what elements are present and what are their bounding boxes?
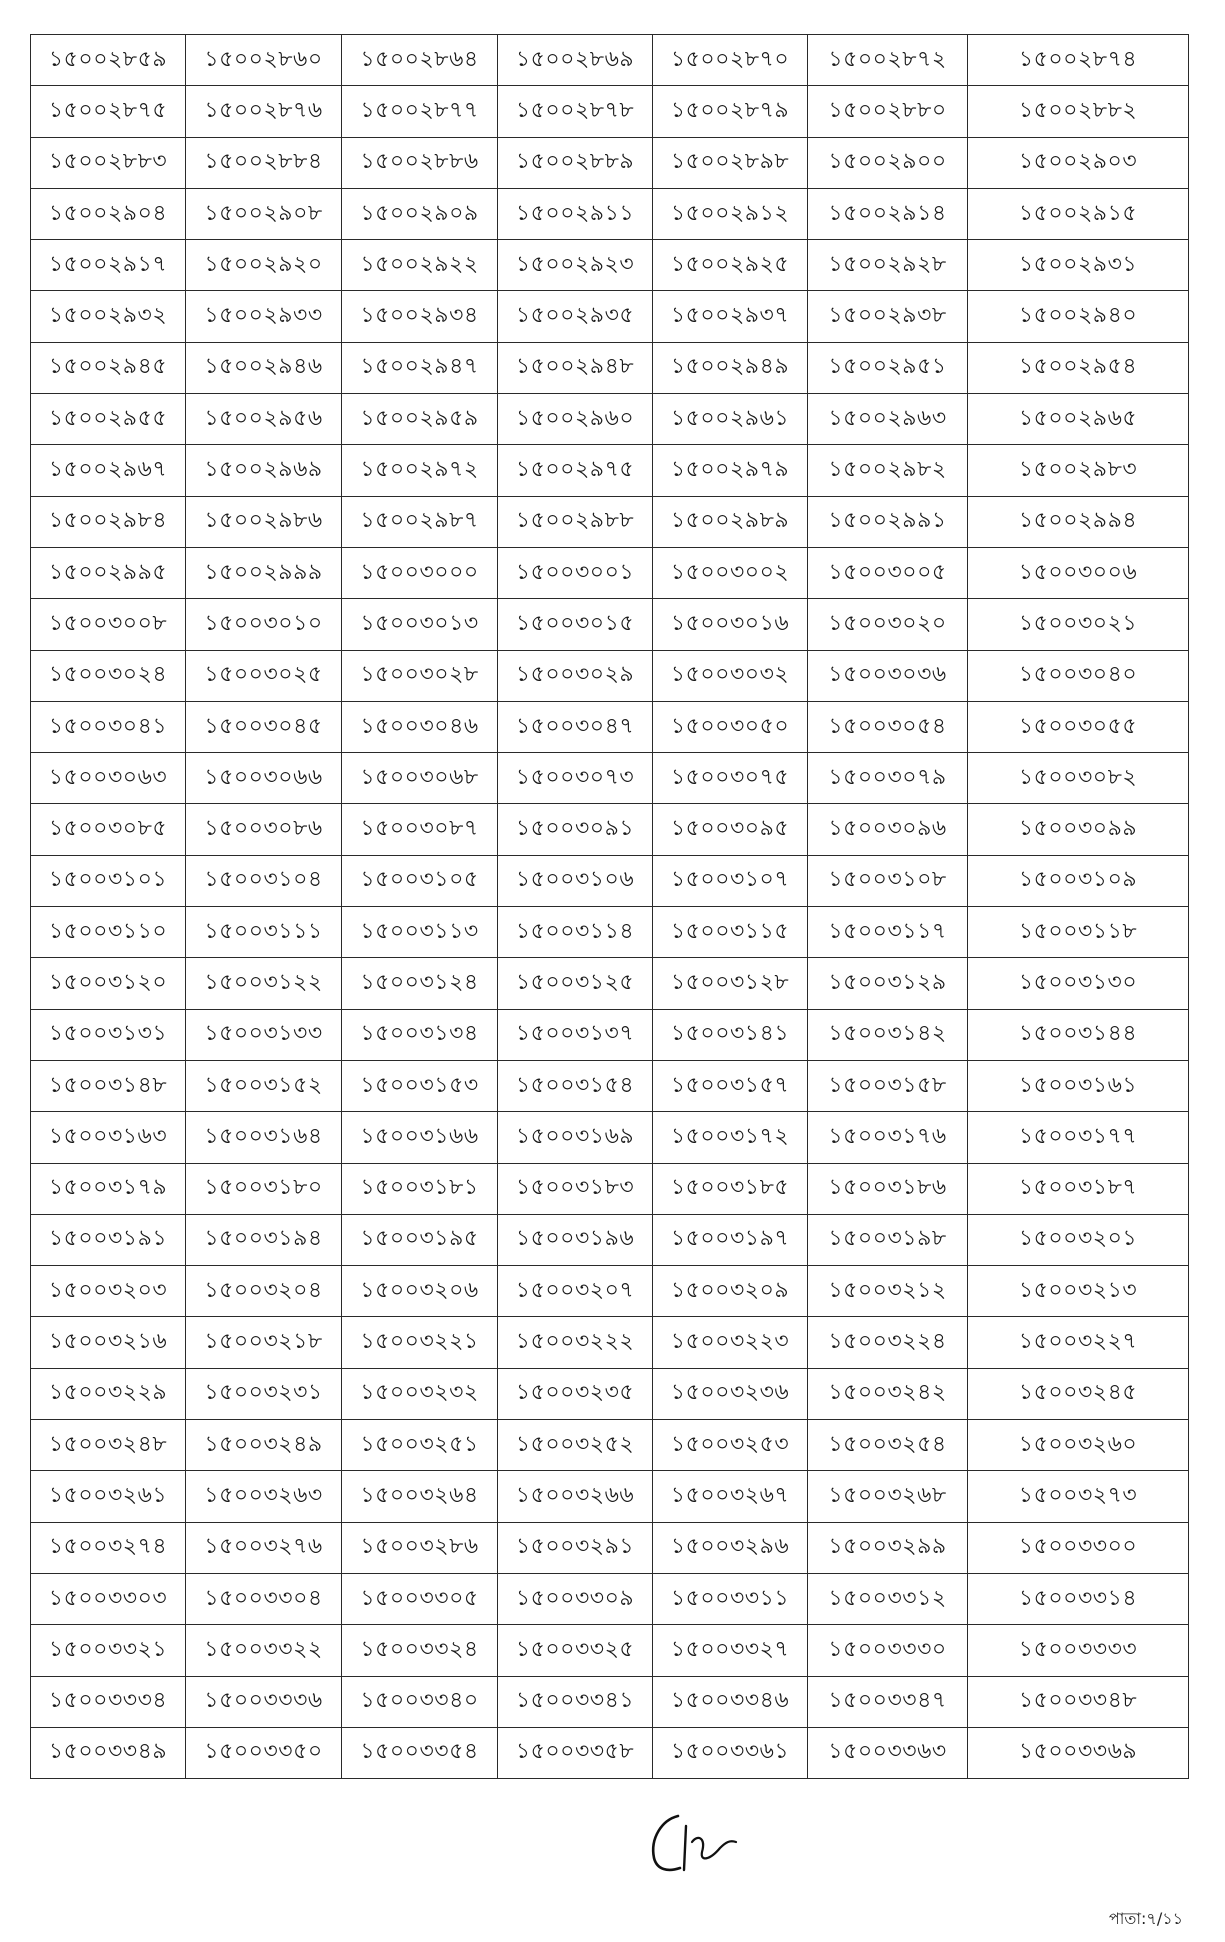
roll-number-cell: ১৫০০২৯৩৭ (653, 291, 808, 342)
roll-number-cell: ১৫০০৩৩৫৪ (342, 1727, 498, 1778)
roll-number-cell: ১৫০০৩১৪৪ (968, 1009, 1189, 1060)
table-row (31, 1625, 1189, 1676)
roll-number-cell: ১৫০০৩২০৭ (498, 1266, 653, 1317)
table-row (31, 1522, 1189, 1573)
roll-number-cell: ১৫০০৩২২১ (342, 1317, 498, 1368)
roll-number-cell: ১৫০০৩০৪৬ (342, 701, 498, 752)
roll-number-cell: ১৫০০৩০৭৫ (653, 753, 808, 804)
roll-number-cell: ১৫০০২৯০৯ (342, 188, 498, 239)
table-row (31, 958, 1189, 1009)
roll-number-cell: ১৫০০২৯০৪ (31, 188, 186, 239)
roll-number-cell: ১৫০০২৯৭৯ (653, 445, 808, 496)
roll-number-cell: ১৫০০২৯৪৬ (186, 342, 342, 393)
roll-number-cell: ১৫০০৩২২৭ (968, 1317, 1189, 1368)
roll-number-cell: ১৫০০৩১৮৫ (653, 1163, 808, 1214)
roll-number-table (30, 34, 1189, 1779)
roll-number-cell: ১৫০০৩০৬৩ (31, 753, 186, 804)
roll-number-cell: ১৫০০৩০০৮ (31, 599, 186, 650)
roll-number-cell: ১৫০০২৯২৫ (653, 240, 808, 291)
roll-number-cell: ১৫০০৩৩৩৬ (186, 1676, 342, 1727)
roll-number-cell: ১৫০০২৯২৩ (498, 240, 653, 291)
roll-number-cell: ১৫০০৩০৪৫ (186, 701, 342, 752)
table-row (31, 1317, 1189, 1368)
roll-number-cell: ১৫০০৩২৪৯ (186, 1420, 342, 1471)
roll-number-cell: ১৫০০৩০৯১ (498, 804, 653, 855)
roll-number-cell: ১৫০০৩১৮০ (186, 1163, 342, 1214)
roll-number-cell: ১৫০০৩১৩১ (31, 1009, 186, 1060)
roll-number-cell: ১৫০০৩৩৫০ (186, 1727, 342, 1778)
roll-number-cell: ১৫০০৩৩০৫ (342, 1573, 498, 1624)
roll-number-cell: ১৫০০২৮৫৯ (31, 35, 186, 86)
table-row (31, 240, 1189, 291)
table-row (31, 342, 1189, 393)
roll-number-cell: ১৫০০৩২৬৭ (653, 1471, 808, 1522)
roll-number-cell: ১৫০০২৯৬৯ (186, 445, 342, 496)
roll-number-cell: ১৫০০৩০৭৩ (498, 753, 653, 804)
roll-number-cell: ১৫০০২৯৫৪ (968, 342, 1189, 393)
roll-number-cell: ১৫০০৩১০৯ (968, 855, 1189, 906)
roll-number-cell: ১৫০০৩২০৬ (342, 1266, 498, 1317)
roll-number-cell: ১৫০০২৯৭৫ (498, 445, 653, 496)
roll-number-cell: ১৫০০৩০৮৭ (342, 804, 498, 855)
roll-number-cell: ১৫০০৩১৮৩ (498, 1163, 653, 1214)
roll-number-cell: ১৫০০৩২১৮ (186, 1317, 342, 1368)
roll-number-cell: ১৫০০২৮৮৯ (498, 137, 653, 188)
roll-number-cell: ১৫০০২৯৪০ (968, 291, 1189, 342)
roll-number-cell: ১৫০০৩২০১ (968, 1214, 1189, 1265)
table-row (31, 1420, 1189, 1471)
table-row (31, 1060, 1189, 1111)
roll-number-cell: ১৫০০২৮৭২ (808, 35, 968, 86)
roll-number-cell: ১৫০০৩১৪২ (808, 1009, 968, 1060)
roll-number-cell: ১৫০০৩০১০ (186, 599, 342, 650)
roll-number-cell: ১৫০০৩২৩১ (186, 1368, 342, 1419)
roll-number-cell: ১৫০০৩৩২৪ (342, 1625, 498, 1676)
roll-number-cell: ১৫০০৩২০৩ (31, 1266, 186, 1317)
roll-number-cell: ১৫০০৩১৯১ (31, 1214, 186, 1265)
roll-number-cell: ১৫০০৩২৪৫ (968, 1368, 1189, 1419)
roll-number-cell: ১৫০০২৯৫৫ (31, 394, 186, 445)
roll-number-cell: ১৫০০৩৩৪৭ (808, 1676, 968, 1727)
roll-number-cell: ১৫০০৩০৪১ (31, 701, 186, 752)
roll-number-cell: ১৫০০৩২৬৮ (808, 1471, 968, 1522)
roll-number-cell: ১৫০০২৯৫৬ (186, 394, 342, 445)
roll-number-cell: ১৫০০৩৩৪১ (498, 1676, 653, 1727)
roll-number-cell: ১৫০০৩২১২ (808, 1266, 968, 1317)
roll-number-cell: ১৫০০২৮৮২ (968, 86, 1189, 137)
roll-number-cell: ১৫০০৩১৫২ (186, 1060, 342, 1111)
roll-number-cell: ১৫০০৩২৮৬ (342, 1522, 498, 1573)
roll-number-cell: ১৫০০২৯৪৯ (653, 342, 808, 393)
roll-number-cell: ১৫০০৩২৬০ (968, 1420, 1189, 1471)
table-row (31, 1009, 1189, 1060)
roll-number-cell: ১৫০০৩৩৩৩ (968, 1625, 1189, 1676)
roll-number-cell: ১৫০০৩০৪০ (968, 650, 1189, 701)
roll-number-cell: ১৫০০২৯২২ (342, 240, 498, 291)
roll-number-cell: ১৫০০৩১৮৭ (968, 1163, 1189, 1214)
roll-number-cell: ১৫০০৩১০১ (31, 855, 186, 906)
roll-number-cell: ১৫০০৩২৪৮ (31, 1420, 186, 1471)
roll-number-cell: ১৫০০৩১১১ (186, 907, 342, 958)
roll-number-cell: ১৫০০৩৩৪৬ (653, 1676, 808, 1727)
roll-number-cell: ১৫০০২৯৬০ (498, 394, 653, 445)
table-row (31, 1214, 1189, 1265)
roll-number-cell: ১৫০০৩৩৬৩ (808, 1727, 968, 1778)
table-row (31, 35, 1189, 86)
roll-number-cell: ১৫০০২৮৭৫ (31, 86, 186, 137)
roll-number-cell: ১৫০০২৮৮৪ (186, 137, 342, 188)
roll-number-cell: ১৫০০২৯৮২ (808, 445, 968, 496)
table-row (31, 86, 1189, 137)
roll-number-cell: ১৫০০২৯৯১ (808, 496, 968, 547)
roll-number-cell: ১৫০০৩৩৩০ (808, 1625, 968, 1676)
roll-number-cell: ১৫০০৩২২২ (498, 1317, 653, 1368)
roll-number-cell: ১৫০০২৯১২ (653, 188, 808, 239)
roll-number-cell: ১৫০০৩৩৪৯ (31, 1727, 186, 1778)
roll-number-cell: ১৫০০৩১৪৮ (31, 1060, 186, 1111)
roll-number-cell: ১৫০০৩১৬৯ (498, 1112, 653, 1163)
roll-number-cell: ১৫০০৩২২৪ (808, 1317, 968, 1368)
roll-number-cell: ১৫০০২৯৯৪ (968, 496, 1189, 547)
roll-number-cell: ১৫০০২৯৯৯ (186, 547, 342, 598)
roll-number-cell: ১৫০০৩১১৭ (808, 907, 968, 958)
roll-number-cell: ১৫০০৩০৫৪ (808, 701, 968, 752)
roll-number-cell: ১৫০০৩০৯৫ (653, 804, 808, 855)
table-row (31, 394, 1189, 445)
roll-number-cell: ১৫০০৩০১৫ (498, 599, 653, 650)
roll-number-cell: ১৫০০৩৩০৩ (31, 1573, 186, 1624)
roll-number-cell: ১৫০০৩০৫০ (653, 701, 808, 752)
roll-number-cell: ১৫০০৩২৫৪ (808, 1420, 968, 1471)
roll-number-cell: ১৫০০২৯৭২ (342, 445, 498, 496)
roll-number-cell: ১৫০০২৯৮৮ (498, 496, 653, 547)
roll-number-cell: ১৫০০৩২২৯ (31, 1368, 186, 1419)
roll-number-cell: ১৫০০৩২৫৩ (653, 1420, 808, 1471)
roll-number-cell: ১৫০০৩২৬৩ (186, 1471, 342, 1522)
roll-number-cell: ১৫০০৩১০৭ (653, 855, 808, 906)
roll-number-cell: ১৫০০৩২৭৩ (968, 1471, 1189, 1522)
roll-number-cell: ১৫০০২৮৭৮ (498, 86, 653, 137)
roll-number-cell: ১৫০০৩৩৫৮ (498, 1727, 653, 1778)
roll-number-cell: ১৫০০৩২১৬ (31, 1317, 186, 1368)
table-row (31, 496, 1189, 547)
roll-number-cell: ১৫০০২৯১১ (498, 188, 653, 239)
roll-number-cell: ১৫০০৩০০১ (498, 547, 653, 598)
roll-number-cell: ১৫০০৩১৬৪ (186, 1112, 342, 1163)
roll-number-cell: ১৫০০৩১২২ (186, 958, 342, 1009)
roll-number-cell: ১৫০০২৮৭৯ (653, 86, 808, 137)
table-row (31, 1112, 1189, 1163)
roll-number-cell: ১৫০০২৮৭৬ (186, 86, 342, 137)
roll-number-cell: ১৫০০৩১৭৯ (31, 1163, 186, 1214)
roll-number-cell: ১৫০০৩১৯৬ (498, 1214, 653, 1265)
roll-number-cell: ১৫০০৩১৮১ (342, 1163, 498, 1214)
roll-number-cell: ১৫০০২৯২০ (186, 240, 342, 291)
roll-number-cell: ১৫০০৩১১৩ (342, 907, 498, 958)
roll-number-cell: ১৫০০৩১৭৬ (808, 1112, 968, 1163)
roll-number-cell: ১৫০০৩০১৩ (342, 599, 498, 650)
table-row (31, 137, 1189, 188)
roll-number-cell: ১৫০০৩১৬১ (968, 1060, 1189, 1111)
roll-number-cell: ১৫০০৩২৭৪ (31, 1522, 186, 1573)
roll-number-cell: ১৫০০৩০২৯ (498, 650, 653, 701)
roll-number-cell: ১৫০০৩০০৫ (808, 547, 968, 598)
roll-number-cell: ১৫০০৩৩৬১ (653, 1727, 808, 1778)
roll-number-cell: ১৫০০২৯৪৫ (31, 342, 186, 393)
roll-number-cell: ১৫০০৩১৫৩ (342, 1060, 498, 1111)
roll-number-cell: ১৫০০২৯৪৭ (342, 342, 498, 393)
roll-number-cell: ১৫০০৩০০৬ (968, 547, 1189, 598)
roll-number-cell: ১৫০০২৯১৪ (808, 188, 968, 239)
roll-number-cell: ১৫০০৩১২৪ (342, 958, 498, 1009)
roll-number-cell: ১৫০০৩০৯৬ (808, 804, 968, 855)
roll-number-cell: ১৫০০৩১১৮ (968, 907, 1189, 958)
roll-number-cell: ১৫০০২৯৩৮ (808, 291, 968, 342)
roll-number-cell: ১৫০০৩০২১ (968, 599, 1189, 650)
roll-number-cell: ১৫০০৩২৬১ (31, 1471, 186, 1522)
roll-number-cell: ১৫০০৩২৬৪ (342, 1471, 498, 1522)
roll-number-cell: ১৫০০২৯০০ (808, 137, 968, 188)
table-row (31, 291, 1189, 342)
roll-number-cell: ১৫০০৩০৪৭ (498, 701, 653, 752)
table-row (31, 907, 1189, 958)
table-row (31, 804, 1189, 855)
roll-number-cell: ১৫০০৩২৩২ (342, 1368, 498, 1419)
roll-number-cell: ১৫০০৩৩৪৮ (968, 1676, 1189, 1727)
table-row (31, 701, 1189, 752)
roll-number-cell: ১৫০০৩২০৯ (653, 1266, 808, 1317)
table-row (31, 547, 1189, 598)
roll-number-cell: ১৫০০৩১৫৭ (653, 1060, 808, 1111)
roll-number-cell: ১৫০০৩২৭৬ (186, 1522, 342, 1573)
roll-number-cell: ১৫০০৩০৯৯ (968, 804, 1189, 855)
roll-number-cell: ১৫০০৩০০২ (653, 547, 808, 598)
roll-number-cell: ১৫০০২৯৮৪ (31, 496, 186, 547)
roll-number-cell: ১৫০০৩১৭২ (653, 1112, 808, 1163)
table-row (31, 599, 1189, 650)
table-row (31, 1368, 1189, 1419)
roll-number-cell: ১৫০০৩১৩৩ (186, 1009, 342, 1060)
handwritten-signature (640, 1808, 760, 1880)
table-row (31, 1573, 1189, 1624)
roll-number-cell: ১৫০০২৯৩২ (31, 291, 186, 342)
roll-number-cell: ১৫০০৩২৫২ (498, 1420, 653, 1471)
roll-number-cell: ১৫০০২৯২৮ (808, 240, 968, 291)
roll-number-cell: ১৫০০৩১২০ (31, 958, 186, 1009)
table-row (31, 445, 1189, 496)
roll-number-cell: ১৫০০৩১৮৬ (808, 1163, 968, 1214)
roll-number-cell: ১৫০০২৯৩১ (968, 240, 1189, 291)
roll-number-cell: ১৫০০৩০২৮ (342, 650, 498, 701)
roll-number-cell: ১৫০০৩১৫৮ (808, 1060, 968, 1111)
roll-number-cell: ১৫০০৩১০৫ (342, 855, 498, 906)
roll-number-cell: ১৫০০৩৩৬৯ (968, 1727, 1189, 1778)
roll-number-cell: ১৫০০৩২৬৬ (498, 1471, 653, 1522)
roll-number-cell: ১৫০০৩৩২১ (31, 1625, 186, 1676)
roll-number-cell: ১৫০০৩১০৪ (186, 855, 342, 906)
roll-number-cell: ১৫০০৩১৯৭ (653, 1214, 808, 1265)
roll-number-cell: ১৫০০৩০১৬ (653, 599, 808, 650)
roll-number-cell: ১৫০০৩৩৪০ (342, 1676, 498, 1727)
roll-number-cell: ১৫০০৩১৯৮ (808, 1214, 968, 1265)
roll-number-cell: ১৫০০২৯৫৯ (342, 394, 498, 445)
roll-number-cell: ১৫০০২৯৫১ (808, 342, 968, 393)
roll-number-cell: ১৫০০৩৩২৭ (653, 1625, 808, 1676)
roll-number-cell: ১৫০০২৯৩৪ (342, 291, 498, 342)
roll-number-cell: ১৫০০৩১০৬ (498, 855, 653, 906)
roll-number-cell: ১৫০০২৯৩৫ (498, 291, 653, 342)
roll-number-cell: ১৫০০৩১৩০ (968, 958, 1189, 1009)
roll-number-cell: ১৫০০৩০৬৮ (342, 753, 498, 804)
roll-number-cell: ১৫০০৩৩২২ (186, 1625, 342, 1676)
roll-number-cell: ১৫০০৩১১৪ (498, 907, 653, 958)
roll-number-cell: ১৫০০৩১০৮ (808, 855, 968, 906)
roll-number-cell: ১৫০০২৯০৮ (186, 188, 342, 239)
roll-number-cell: ১৫০০৩০৩২ (653, 650, 808, 701)
roll-number-cell: ১৫০০২৮৮৬ (342, 137, 498, 188)
roll-number-cell: ১৫০০৩০২৫ (186, 650, 342, 701)
roll-number-cell: ১৫০০২৮৬০ (186, 35, 342, 86)
roll-number-cell: ১৫০০৩৩০৪ (186, 1573, 342, 1624)
roll-number-cell: ১৫০০৩৩২৫ (498, 1625, 653, 1676)
roll-number-cell: ১৫০০২৮৯৮ (653, 137, 808, 188)
roll-number-table-body (31, 35, 1189, 1779)
roll-number-cell: ১৫০০৩২০৪ (186, 1266, 342, 1317)
roll-number-cell: ১৫০০২৯৬৫ (968, 394, 1189, 445)
roll-number-cell: ১৫০০২৮৬৪ (342, 35, 498, 86)
roll-number-cell: ১৫০০৩১৩৪ (342, 1009, 498, 1060)
roll-number-cell: ১৫০০৩০৮৫ (31, 804, 186, 855)
roll-number-cell: ১৫০০৩৩৩৪ (31, 1676, 186, 1727)
table-row (31, 188, 1189, 239)
roll-number-cell: ১৫০০২৯৮৬ (186, 496, 342, 547)
roll-number-cell: ১৫০০২৯৮৯ (653, 496, 808, 547)
roll-number-cell: ১৫০০৩১৫৪ (498, 1060, 653, 1111)
roll-number-cell: ১৫০০৩১১৫ (653, 907, 808, 958)
roll-number-cell: ১৫০০৩৩০০ (968, 1522, 1189, 1573)
roll-number-cell: ১৫০০৩২৫১ (342, 1420, 498, 1471)
roll-number-cell: ১৫০০৩১২৯ (808, 958, 968, 1009)
roll-number-cell: ১৫০০৩২২৩ (653, 1317, 808, 1368)
roll-number-cell: ১৫০০২৯৮৭ (342, 496, 498, 547)
table-row (31, 1266, 1189, 1317)
table-row (31, 1727, 1189, 1778)
roll-number-cell: ১৫০০৩২৩৬ (653, 1368, 808, 1419)
roll-number-cell: ১৫০০৩২৯১ (498, 1522, 653, 1573)
roll-number-cell: ১৫০০৩১৩৭ (498, 1009, 653, 1060)
roll-number-cell: ১৫০০৩১৪১ (653, 1009, 808, 1060)
roll-number-cell: ১৫০০২৯৬৩ (808, 394, 968, 445)
table-row (31, 1163, 1189, 1214)
roll-number-cell: ১৫০০৩৩১২ (808, 1573, 968, 1624)
page-number: পাতা:৭/১১ (1108, 1909, 1183, 1928)
roll-number-cell: ১৫০০২৮৭০ (653, 35, 808, 86)
roll-number-cell: ১৫০০৩৩১৪ (968, 1573, 1189, 1624)
roll-number-cell: ১৫০০৩০২৪ (31, 650, 186, 701)
roll-number-cell: ১৫০০২৯৯৫ (31, 547, 186, 598)
roll-number-cell: ১৫০০২৯৩৩ (186, 291, 342, 342)
roll-number-cell: ১৫০০২৮৭৪ (968, 35, 1189, 86)
roll-number-cell: ১৫০০৩০৭৯ (808, 753, 968, 804)
roll-number-cell: ১৫০০৩০৮২ (968, 753, 1189, 804)
roll-number-cell: ১৫০০৩১৬৬ (342, 1112, 498, 1163)
roll-number-cell: ১৫০০২৯৮৩ (968, 445, 1189, 496)
roll-number-cell: ১৫০০৩২৯৯ (808, 1522, 968, 1573)
table-row (31, 855, 1189, 906)
roll-number-cell: ১৫০০২৯০৩ (968, 137, 1189, 188)
roll-number-cell: ১৫০০৩২৩৫ (498, 1368, 653, 1419)
roll-number-cell: ১৫০০২৯১৭ (31, 240, 186, 291)
roll-number-cell: ১৫০০২৮৮৩ (31, 137, 186, 188)
roll-number-cell: ১৫০০২৯৪৮ (498, 342, 653, 393)
roll-number-cell: ১৫০০৩০৮৬ (186, 804, 342, 855)
roll-number-cell: ১৫০০৩০০০ (342, 547, 498, 598)
roll-number-cell: ১৫০০৩১১০ (31, 907, 186, 958)
roll-number-cell: ১৫০০৩১২৮ (653, 958, 808, 1009)
roll-number-cell: ১৫০০৩১৯৪ (186, 1214, 342, 1265)
roll-number-cell: ১৫০০৩২১৩ (968, 1266, 1189, 1317)
roll-number-cell: ১৫০০২৮৭৭ (342, 86, 498, 137)
table-row (31, 1676, 1189, 1727)
table-row (31, 1471, 1189, 1522)
roll-number-cell: ১৫০০৩২৯৬ (653, 1522, 808, 1573)
roll-number-cell: ১৫০০২৮৬৯ (498, 35, 653, 86)
roll-number-cell: ১৫০০৩৩০৯ (498, 1573, 653, 1624)
table-row (31, 650, 1189, 701)
roll-number-cell: ১৫০০৩০৩৬ (808, 650, 968, 701)
roll-number-cell: ১৫০০২৯৬১ (653, 394, 808, 445)
roll-number-cell: ১৫০০২৮৮০ (808, 86, 968, 137)
roll-number-cell: ১৫০০৩১৬৩ (31, 1112, 186, 1163)
roll-number-cell: ১৫০০২৯৬৭ (31, 445, 186, 496)
roll-number-cell: ১৫০০৩১২৫ (498, 958, 653, 1009)
roll-number-cell: ১৫০০৩০৬৬ (186, 753, 342, 804)
roll-number-cell: ১৫০০৩২৪২ (808, 1368, 968, 1419)
roll-number-cell: ১৫০০৩১৯৫ (342, 1214, 498, 1265)
table-row (31, 753, 1189, 804)
roll-number-cell: ১৫০০৩১৭৭ (968, 1112, 1189, 1163)
roll-number-cell: ১৫০০৩০২০ (808, 599, 968, 650)
roll-number-cell: ১৫০০২৯১৫ (968, 188, 1189, 239)
roll-number-cell: ১৫০০৩০৫৫ (968, 701, 1189, 752)
roll-number-cell: ১৫০০৩৩১১ (653, 1573, 808, 1624)
